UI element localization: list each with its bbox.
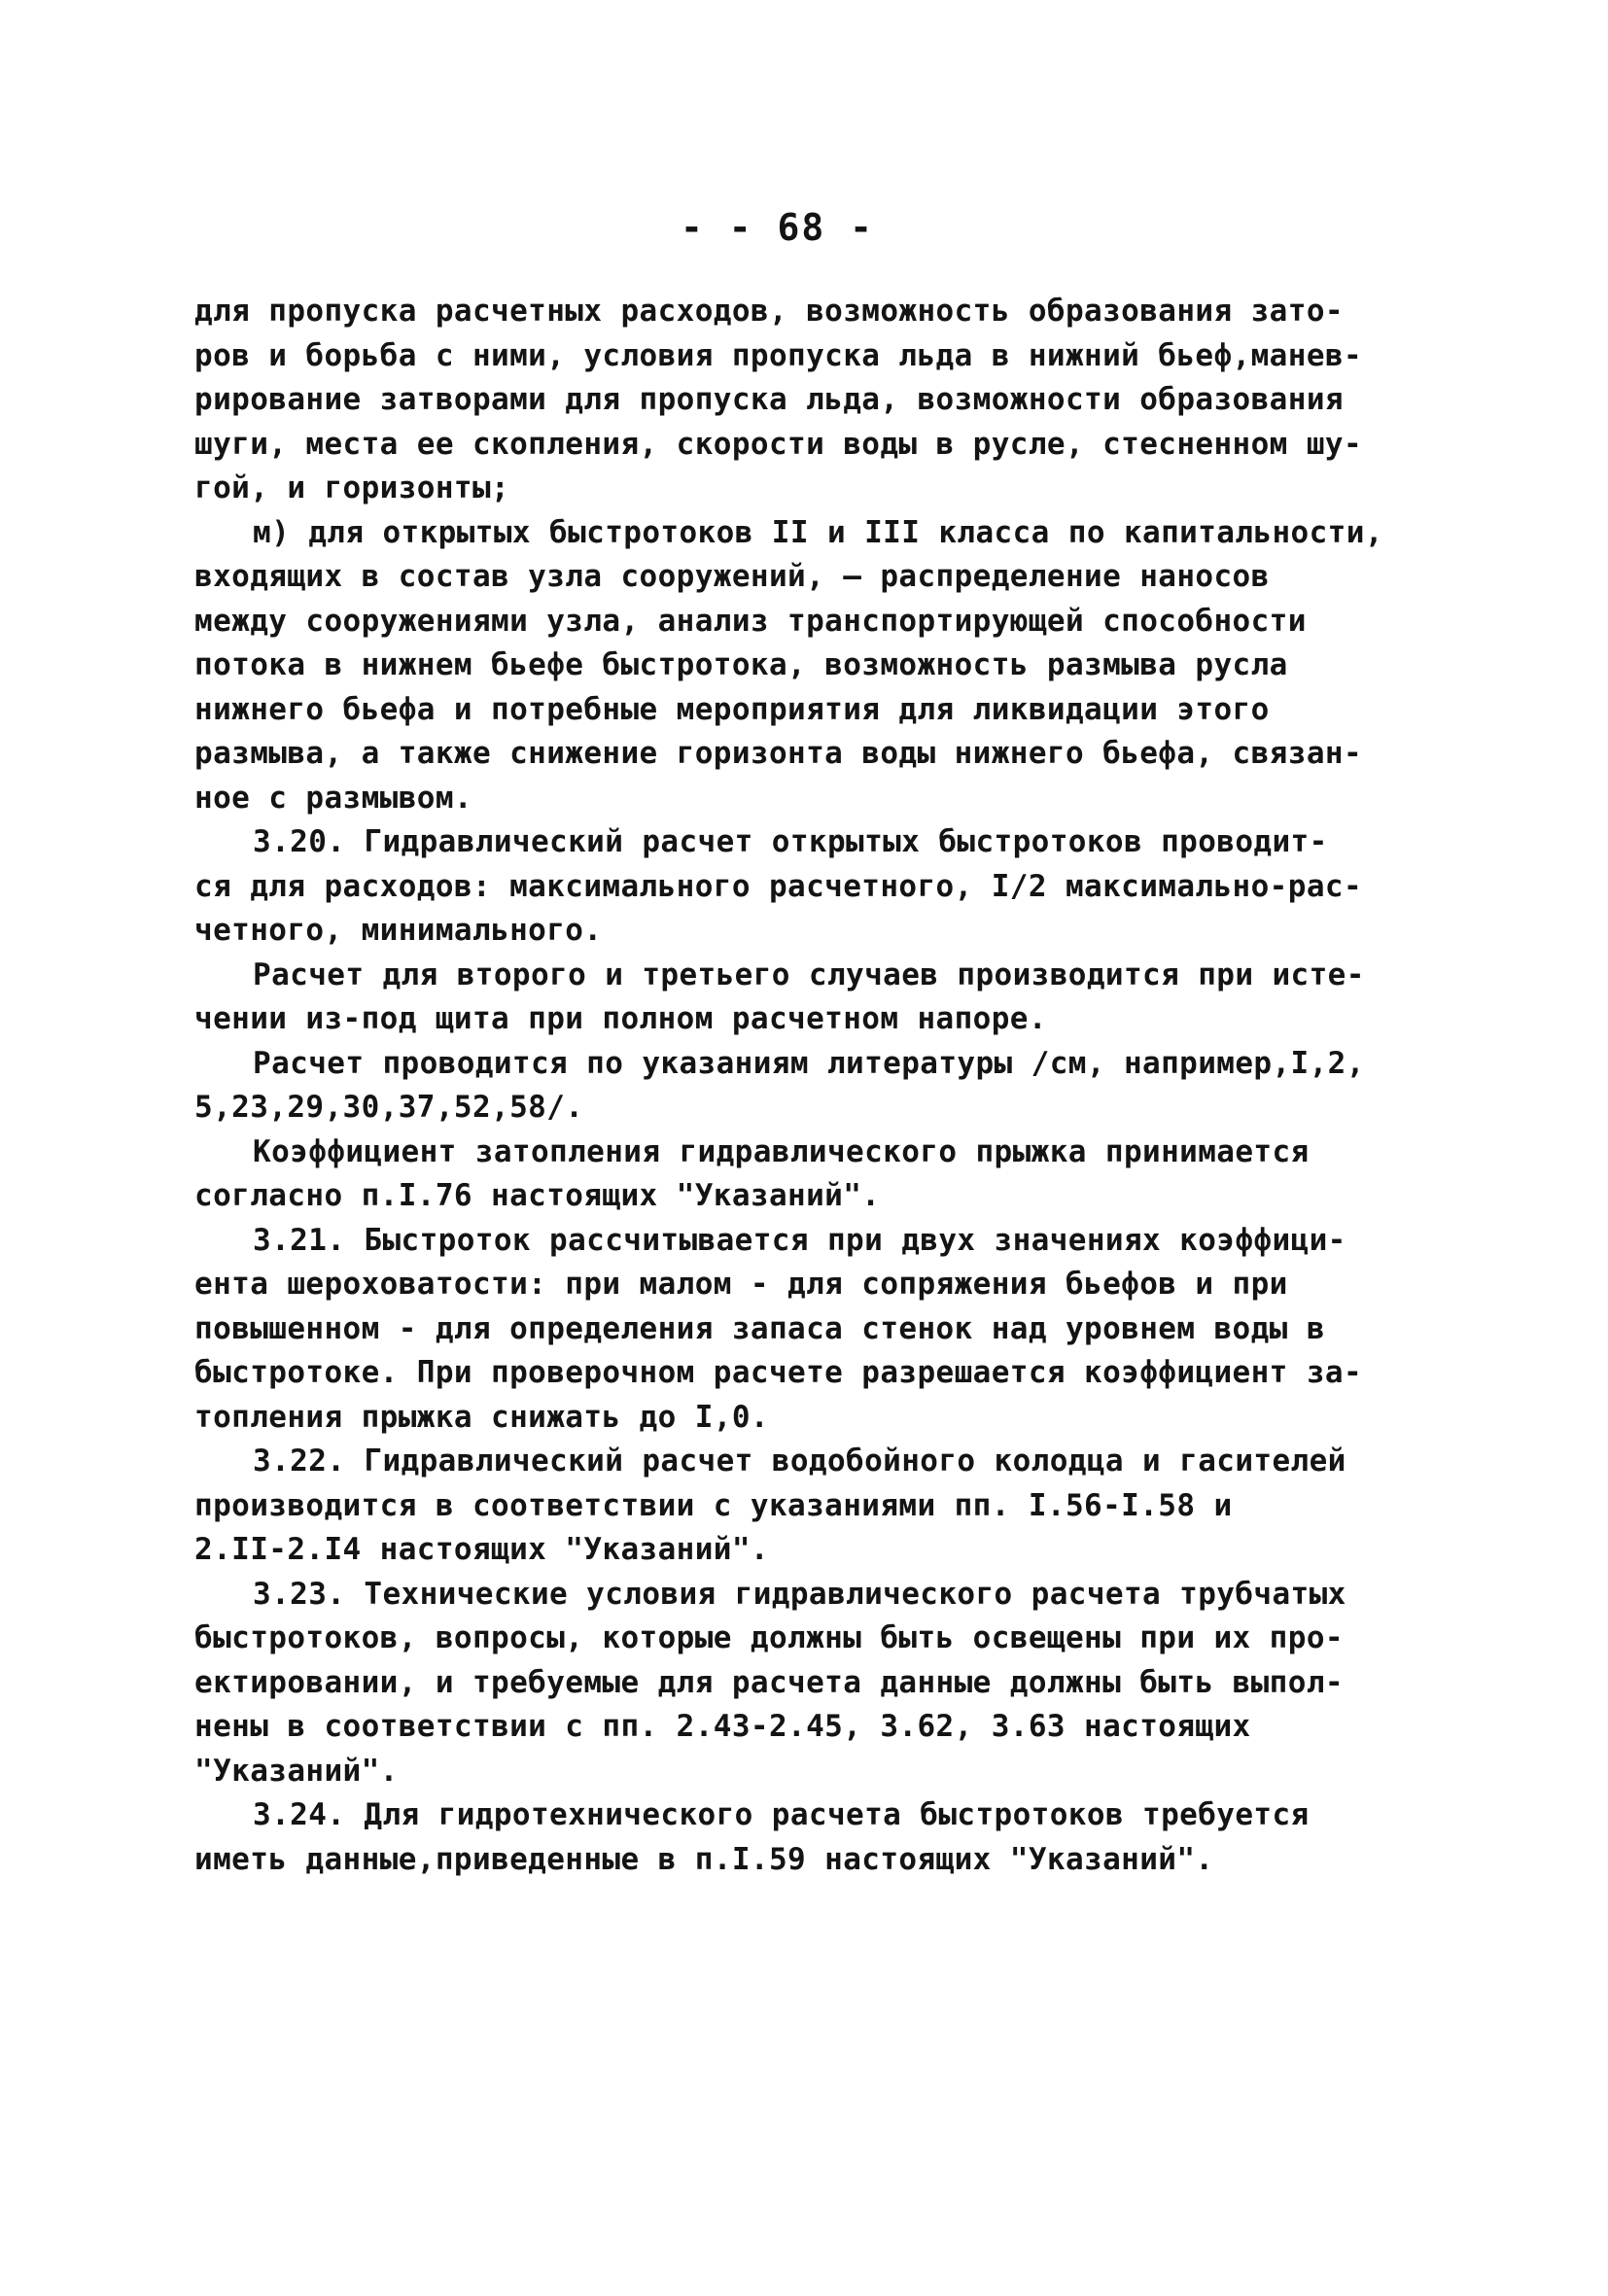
text-line: 3.23. Технические условия гидравлического расчета трубчатых (253, 1576, 1346, 1612)
text-line: ента шероховатости: при малом - для сопряжения бьефов и при (194, 1267, 1288, 1302)
text-line: шуги, места ее скопления, скорости воды в русле, стесненном шу- (194, 426, 1363, 462)
text-line: быстротоке. При проверочном расчете разрешается коэффициент за- (194, 1355, 1363, 1390)
text-line: между сооружениями узла, анализ транспортирующей способности (194, 603, 1307, 639)
text-line: потока в нижнем бьефе быстротока, возможность размыва русла (194, 647, 1288, 682)
text-line: четного, минимального. (194, 913, 603, 948)
text-line: производится в соответствии с указаниями пп. I.56-I.58 и (194, 1487, 1233, 1523)
text-line: м) для открытых быстротоков II и III класса по капитальности, (253, 514, 1383, 550)
text-line: гой, и горизонты; (194, 470, 510, 505)
text-line: нижнего бьефа и потребные мероприятия для ликвидации этого (194, 691, 1270, 727)
body-text (194, 290, 1439, 1882)
text-line: повышенном - для определения запаса стенок над уровнем воды в (194, 1310, 1325, 1346)
text-line: ное с размывом. (194, 780, 472, 816)
text-line: 5,23,29,30,37,52,58/. (194, 1090, 584, 1125)
text-line: размыва, а также снижение горизонта воды нижнего бьефа, связан- (194, 736, 1363, 771)
text-line: согласно п.I.76 настоящих "Указаний". (194, 1178, 881, 1213)
text-line: ров и борьба с ними, условия пропуска льда в нижний бьеф,манев- (194, 337, 1363, 373)
text-line: чении из-под щита при полном расчетном напоре. (194, 1001, 1047, 1036)
text-line: 3.20. Гидравлический расчет открытых быстротоков проводит- (253, 824, 1328, 859)
text-line: быстротоков, вопросы, которые должны быть освещены при их про- (194, 1620, 1344, 1655)
text-line: нены в соответствии с пп. 2.43-2.45, 3.62, 3.63 настоящих (194, 1709, 1251, 1744)
text-line: входящих в состав узла сооружений, — распределение наносов (194, 559, 1270, 594)
text-line: 3.24. Для гидротехнического расчета быстротоков требуется (253, 1797, 1310, 1832)
text-line: топления прыжка снижать до I,0. (194, 1399, 769, 1435)
text-line: 3.22. Гидравлический расчет водобойного колодца и гасителей (253, 1444, 1346, 1478)
text-line: 2.II-2.I4 настоящих "Указаний". (194, 1532, 769, 1567)
text-line: ся для расходов: максимального расчетного, I/2 максимально-рас- (194, 868, 1363, 904)
text-line: Расчет проводится по указаниям литературы /см, например,I,2, (253, 1045, 1365, 1081)
text-line: для пропуска расчетных расходов, возможность образования зато- (194, 294, 1344, 329)
text-line: ектировании, и требуемые для расчета данные должны быть выпол- (194, 1664, 1344, 1700)
text-line: 3.21. Быстроток рассчитывается при двух значениях коэффици- (253, 1222, 1346, 1258)
text-line: Расчет для второго и третьего случаев производится при исте- (253, 957, 1365, 992)
text-line: "Указаний". (194, 1753, 399, 1789)
page-number: - - 68 - (681, 206, 875, 249)
text-line: иметь данные,приведенные в п.I.59 настоящих "Указаний". (194, 1841, 1214, 1877)
text-line: рирование затворами для пропуска льда, возможности образования (194, 382, 1344, 417)
text-line: Коэффициент затопления гидравлического прыжка принимается (253, 1133, 1310, 1169)
